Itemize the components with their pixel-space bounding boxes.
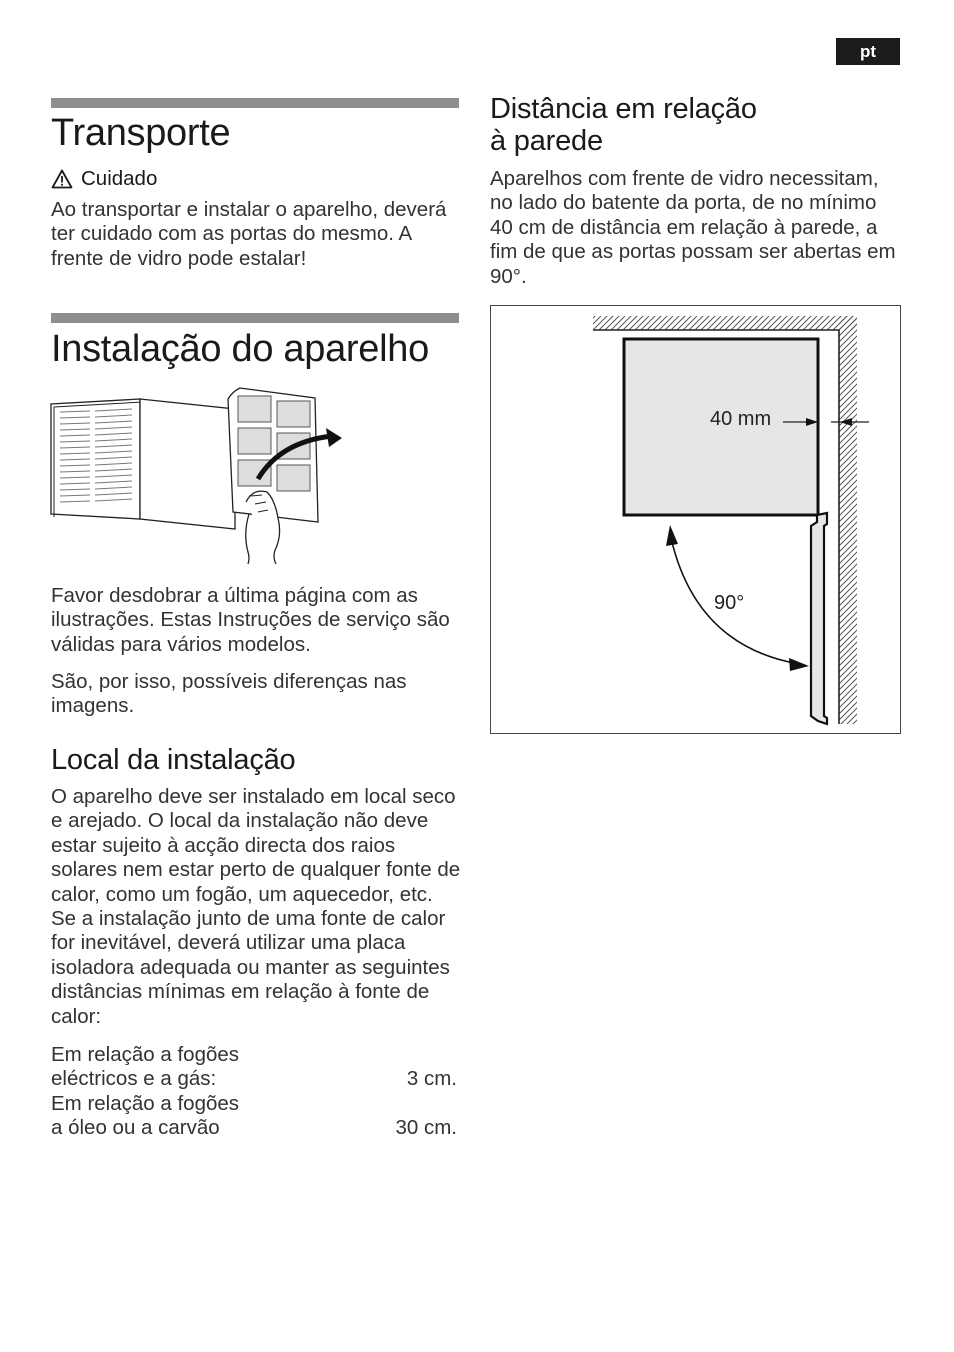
distance-value: 30 cm. — [395, 1116, 457, 1140]
door-clearance-diagram — [490, 305, 901, 734]
transport-title: Transporte — [51, 112, 231, 154]
distance-row — [51, 1092, 457, 1141]
language-label: pt — [859, 41, 877, 61]
distance-value: 3 cm. — [406, 1067, 457, 1091]
distance-label-line2: a óleo ou a carvão — [51, 1116, 220, 1140]
section-rule — [51, 98, 459, 108]
open-door — [811, 513, 827, 724]
distance-row — [51, 1043, 457, 1092]
location-title: Local da instalação — [51, 744, 296, 776]
wall-distance-title — [490, 93, 757, 157]
transport-text: Ao transportar e instalar o aparelho, deverá ter cuidado com as portas do mesmo. A frente de vidro pode estalar! — [51, 198, 447, 270]
installation-text-2: São, por isso, possíveis diferenças nas imagens. — [51, 670, 407, 718]
language-badge — [836, 38, 900, 65]
caution-label: Cuidado — [81, 167, 158, 190]
installation-title: Instalação do aparelho — [51, 328, 429, 370]
angle-dimension-label: 90° — [714, 592, 745, 614]
diagram-drawing — [491, 306, 900, 733]
installation-text-1: Favor desdobrar a última página com as ilustrações. Estas Instruções de serviço são válidas para vários modelos. — [51, 584, 450, 656]
distance-dimension-label: 40 mm — [710, 408, 772, 430]
wall-distance-text: Aparelhos com frente de vidro necessitam, no lado do batente da porta, de no mínimo 40 cm de distância em relação à parede, a fim de que as portas possam ser abertas em 90°. — [490, 167, 896, 288]
manual-foldout-illustration — [50, 384, 350, 566]
warning-icon — [51, 169, 73, 189]
distance-label-line1: Em relação a fogões — [51, 1043, 240, 1066]
wall-distance-title-line2: à parede — [490, 125, 603, 157]
location-text: O aparelho deve ser instalado em local seco e arejado. O local da instalação não deve estar sujeito à acção directa dos raios solares nem estar perto de qualquer fonte de calor, como um fogão, um aquecedor, etc. Se a instalação junto de uma fonte de calor for inevitável, deverá utilizar uma placa isoladora adequada ou manter as seguintes distâncias mínimas em relação à fonte de calor: — [51, 785, 461, 1028]
heat-source-distance-table — [51, 1043, 457, 1141]
distance-label-line1: Em relação a fogões — [51, 1091, 240, 1115]
caution-heading — [51, 167, 157, 191]
distance-label-line2: eléctricos e a gás: — [51, 1067, 217, 1091]
wall-distance-title-line1: Distância em relação — [490, 93, 757, 125]
section-rule — [51, 313, 459, 323]
